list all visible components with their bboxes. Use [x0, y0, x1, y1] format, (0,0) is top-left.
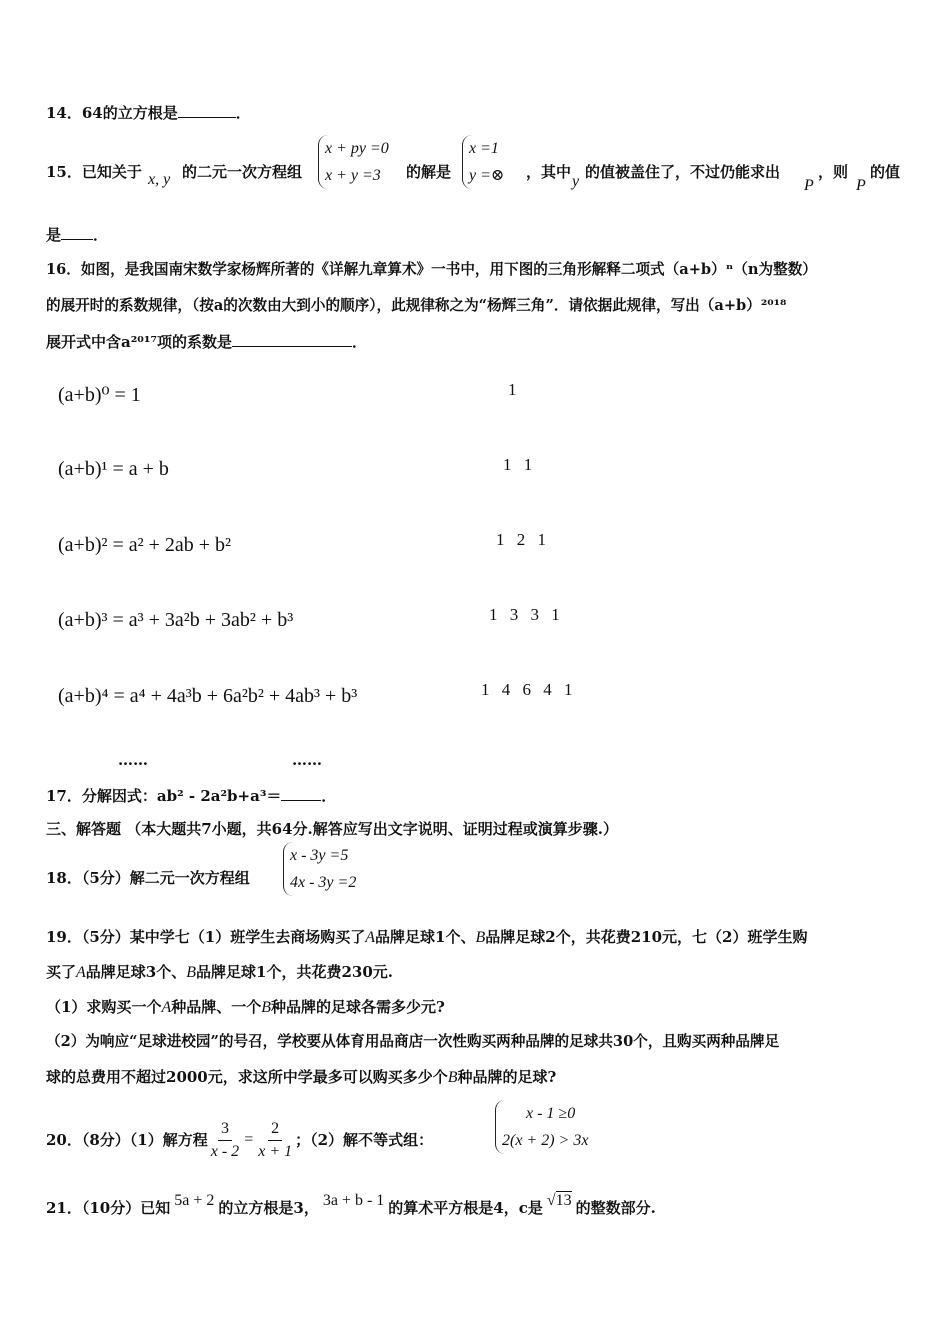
q21-expr-1: 5a + 2 [174, 1192, 215, 1209]
q15-sol1: x =1 [469, 140, 499, 157]
triangle-expansion-2: (a+b)² = a² + 2ab + b² [58, 534, 232, 556]
q18-equation-system [283, 842, 356, 896]
q19-sub3-b: 种品牌的足球? [457, 1068, 557, 1086]
q16-line3 [46, 332, 367, 352]
triangle-dots-right: …… [292, 751, 322, 769]
q19-line1-c: 品牌足球2个，共花费210元，七（2）班学生购 [485, 928, 808, 946]
q20-f2-den: x + 1 [258, 1142, 293, 1160]
q19-sub1-a: （1）求购买一个 [46, 998, 162, 1016]
q16-line3-pre: 展开式中含 [46, 333, 122, 351]
q16-line1: 16．如图，是我国南宋数学家杨辉所著的《详解九章算术》一书中，用下图的三角形解释二项式（a+b）ⁿ（n为整数） [46, 261, 817, 278]
q20-fraction-2 [255, 1119, 295, 1162]
q15-mid: 的二元一次方程组 [182, 163, 303, 181]
q19-brand-a: A [76, 964, 86, 981]
answer-blank [232, 332, 352, 347]
q19-brand-b: B [475, 929, 486, 946]
q21-pre: 21．（10分）已知 [46, 1199, 171, 1217]
q19-brand-b: B [186, 964, 197, 981]
q15-pre: 15．已知关于 [46, 163, 142, 181]
answer-blank [178, 103, 236, 118]
q19-brand-b: B [261, 999, 272, 1016]
question-14 [46, 103, 251, 123]
q20-inequality-system [495, 1100, 588, 1154]
q21-expr-2: 3a + b - 1 [322, 1192, 385, 1209]
q21-mid1: 的立方根是3， [218, 1199, 319, 1217]
q19-sub2: （2）为响应“足球进校园”的号召，学校要从体育用品商店一次性购买两种品牌的足球共30个，且购买两种品牌足 [46, 1033, 780, 1050]
q17-text: 17．分解因式：ab² - 2a²b+a³＝ [46, 787, 282, 805]
q20-pre: 20．（8分）（1）解方程 [46, 1131, 208, 1149]
q15-mid3: ，其中 [526, 163, 572, 181]
q21-end: 的整数部分. [575, 1199, 656, 1217]
q14-end: ． [235, 104, 251, 122]
q19-line2-b: 品牌足球3个、 [85, 963, 187, 981]
q15-mid2: 的解是 [406, 163, 452, 181]
q20-ineq1: x - 1 ≥0 [526, 1105, 576, 1122]
q21-sqrt: √13 [546, 1192, 572, 1209]
question-17 [46, 786, 336, 806]
question-18: 18．（5分）解二元一次方程组 [46, 869, 250, 887]
q19-sub1 [46, 997, 445, 1018]
answer-blank [281, 786, 321, 801]
q19-line1-b: 品牌足球1个、 [375, 928, 476, 946]
q15-line2 [46, 225, 108, 245]
q20-eq-sign: = [244, 1131, 254, 1148]
q19-line2-c: 品牌足球1个，共花费230元. [196, 963, 394, 981]
q20-f1-num: 3 [218, 1119, 232, 1141]
q19-brand-a: A [161, 999, 172, 1016]
triangle-dots-left: …… [118, 751, 148, 769]
q21-mid2: 的算术平方根是4，c是 [388, 1199, 543, 1217]
q15-sol2: y =⊗ [469, 167, 505, 184]
q15-line2-text: 是 [46, 226, 62, 244]
q20-fraction-1 [208, 1119, 242, 1162]
q15-solution-system [462, 135, 504, 189]
q19-sub3-a: 球的总费用不超过2000元，求这所中学最多可以购买多少个 [46, 1068, 448, 1086]
section-3-header: 三、解答题 （本大题共7小题，共64分.解答应写出文字说明、证明过程或演算步骤.） [46, 820, 618, 838]
q15-eq2: x + y =3 [325, 167, 381, 184]
triangle-row-3: 1 3 3 1 [489, 605, 564, 624]
q15-eq1: x + py =0 [325, 140, 389, 157]
q15-p2: P [856, 177, 866, 194]
q15-mid5: ，则 [818, 163, 849, 181]
question-20 [46, 1116, 433, 1164]
q19-line1-a: 19．（5分）某中学七（1）班学生去商场购买了 [46, 928, 366, 946]
triangle-expansion-1: (a+b)¹ = a + b [58, 458, 169, 480]
q19-sub1-c: 种品牌的足球各需多少元? [271, 998, 445, 1016]
q19-brand-b: B [447, 1069, 458, 1086]
triangle-expansion-3: (a+b)³ = a³ + 3a²b + 3ab² + b³ [58, 609, 294, 631]
q16-line2: 的展开时的系数规律，（按a的次数由大到小的顺序），此规律称之为“杨辉三角”．请依据此规律，写出（a+b）²⁰¹⁸ [46, 297, 787, 314]
answer-blank [61, 225, 93, 240]
q16-term: a²⁰¹⁷ [121, 333, 158, 351]
q15-vars: x, y [148, 171, 171, 188]
q17-end: ． [321, 787, 337, 805]
q18-eq2: 4x - 3y =2 [290, 874, 357, 891]
q20-f2-num: 2 [268, 1119, 282, 1141]
q16-line3-end: ． [352, 333, 368, 351]
triangle-expansion-4: (a+b)⁴ = a⁴ + 4a³b + 6a²b² + 4ab³ + b³ [58, 685, 358, 707]
q19-sub3 [46, 1067, 556, 1088]
q15-mid4: 的值被盖住了，不过仍能求出 [585, 163, 781, 181]
q19-line1 [46, 927, 807, 948]
q14-text: 14．64的立方根是 [46, 104, 178, 122]
q15-equation-system [318, 135, 389, 189]
q20-ineq2: 2(x + 2) > 3x [502, 1132, 589, 1149]
triangle-row-0: 1 [508, 380, 521, 399]
q19-brand-a: A [365, 929, 376, 946]
q16-line3-post: 项的系数是 [157, 333, 233, 351]
triangle-expansion-0: (a+b)⁰ = 1 [58, 384, 141, 406]
q15-end: 的值 [870, 163, 901, 181]
triangle-row-4: 1 4 6 4 1 [481, 680, 577, 699]
question-21 [46, 1192, 656, 1219]
q18-eq1: x - 3y =5 [290, 847, 349, 864]
q15-p1: P [804, 177, 814, 194]
q21-expr-3: 13 [555, 1192, 572, 1209]
q15-line2-end: ． [93, 226, 109, 244]
q19-sub1-b: 种品牌、一个 [171, 998, 262, 1016]
triangle-row-2: 1 2 1 [496, 530, 550, 549]
q20-mid: ；（2）解不等式组： [295, 1131, 434, 1149]
q19-line2 [46, 962, 393, 983]
q20-f1-den: x - 2 [210, 1142, 240, 1160]
q19-line2-a: 买了 [46, 963, 77, 981]
question-15 [46, 162, 142, 182]
q15-y: y [572, 173, 580, 190]
triangle-row-1: 1 1 [503, 455, 537, 474]
